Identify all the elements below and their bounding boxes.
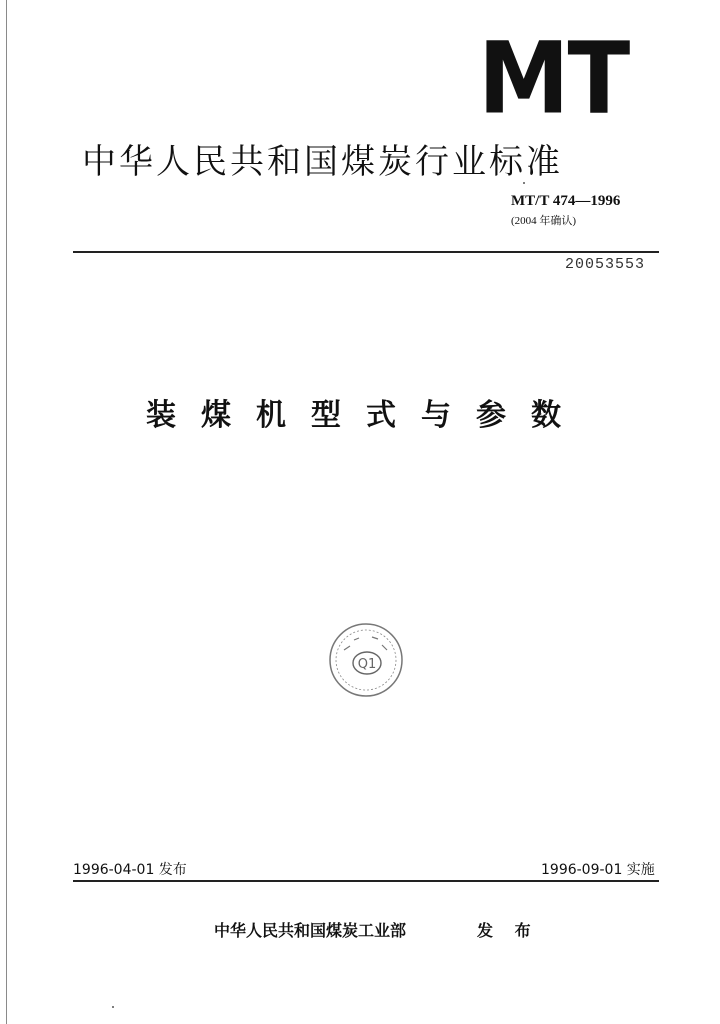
mt-logo: MT — [478, 20, 629, 137]
footer-rule — [73, 880, 659, 882]
publish-label: 发 布 — [477, 921, 539, 940]
scan-speck — [523, 182, 525, 184]
svg-text:Q1: Q1 — [357, 657, 377, 672]
library-stamp-icon — [326, 620, 406, 700]
header-rule — [73, 251, 659, 253]
confirmation-note: (2004 年确认) — [511, 215, 577, 227]
scan-speck — [112, 1006, 114, 1008]
document-title: 装煤机型式与参数 — [146, 398, 586, 433]
issue-date: 1996-04-01 发布 — [73, 862, 187, 878]
organization-title: 中华人民共和国煤炭行业标准 — [82, 142, 563, 182]
implementation-date: 1996-09-01 实施 — [541, 862, 655, 878]
archive-number: 20053553 — [565, 256, 646, 273]
page-edge — [6, 0, 7, 1024]
standard-code: MT/T 474—1996 — [511, 193, 621, 209]
publisher-name: 中华人民共和国煤炭工业部 — [214, 921, 407, 940]
